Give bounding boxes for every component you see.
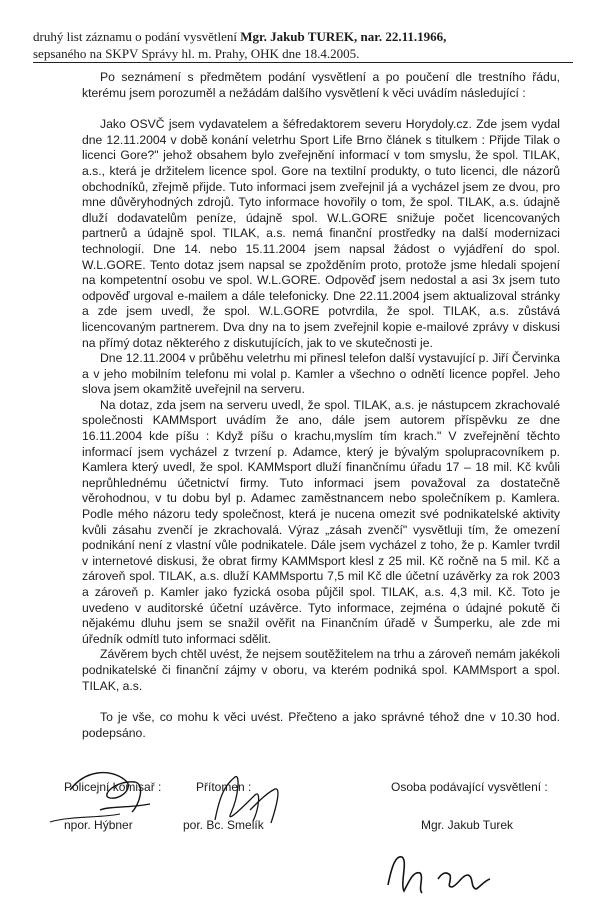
header-person: Mgr. Jakub TUREK, nar. 22.11.1966,	[240, 29, 447, 44]
signature-block	[0, 760, 600, 908]
statement-body	[82, 70, 560, 741]
intro-paragraph: Po seznámení s předmětem podání vysvětlení a po poučení dle trestního řádu, kterému jsem porozuměl a nežádám dalšího vysvětlení k věci uvádím následující :	[82, 70, 560, 100]
paragraph-conclusion: Závěrem bych chtěl uvést, že nejsem soutěžitelem na trhu a zároveň nemám jakékoli podnikatelské či finanční zájmy v oboru, va kterém podniká spol. KAMMsport a spol. TILAK, a.s.	[82, 647, 560, 693]
present-signature-scribble	[195, 765, 295, 845]
header-prefix: druhý list záznamu o podání vysvětlení	[33, 29, 241, 44]
paragraph-cervinka: Dne 12.11.2004 v průběhu veletrhu mi přinesl telefon další vystavující p. Jiří Červinka a v jeho mobilním telefonu mi volal p. Kamler a všechno o odnětí licence popřel. Jeho slova jsem okamžitě uveřejnil na serveru.	[82, 351, 560, 397]
police-commissioner-name: npor. Hýbner	[64, 818, 133, 832]
document-header	[33, 28, 573, 63]
closing-paragraph: To je vše, co mohu k věci uvést. Přečteno a jako správné téhož dne v 10.30 hod. podepsáno.	[82, 710, 560, 740]
header-line-1	[33, 28, 573, 45]
police-commissioner-label: Policejní komisař :	[64, 780, 162, 794]
police-signature-scribble	[40, 760, 170, 840]
header-line-2: sepsaného na SKPV Správy hl. m. Prahy, OHK dne 18.4.2005.	[33, 46, 360, 61]
present-label: Přítomen :	[196, 780, 252, 794]
paragraph-horydoly: Jako OSVČ jsem vydavatelem a šéfredaktorem severu Horydoly.cz. Zde jsem vydal dne 12.11.2004 v době konání veletrhu Sport Life Brno článek s titulkem : Přijde Tilak o licenci Gore?" jehož obsahem bylo zveřejnění informací v tom smyslu, že spol. TILAK, a.s., která je držitelem licence spol. Gore na textilní produkty, o tuto licenci, dle názorů obchodníků, zřejmě přijde. Tuto informaci jsem zveřejnil já a vycházel jsem ze dvou, pro mne důvěryhodných zdrojů. Tyto informace hovořily o tom, že spol. TILAK, a.s. údajně dluží dodavatelům peníze, údajně spol. W.L.GORE snižuje počet licencovaných partnerů a údajně spol. TILAK, a.s. nemá finanční prostředky na další modernizaci technologií. Dne 14. nebo 15.11.2004 jsem napsal žádost o vyjádření do spol. W.L.GORE. Tento dotaz jsem napsal se zpožděním proto, protože jsme hledali spojení na kompetentní osobu ve spol. W.L.GORE. Odpověď jsem nedostal a asi 3x jsem tuto odpověď urgoval e-mailem a dále telefonicky. Dne 22.11.2004 jsem aktualizoval stránky a zde jsem uvedl, že spol. W.L.GORE potvrdila, že spol. TILAK, a.s. zůstává licencovaným partnerem. Dva dny na to jsem zveřejnil kopie e-mailové zprávy v diskusi na přímý dotaz některého z diskutujících, jak to ve skutečnosti je.	[82, 117, 560, 350]
paragraph-kammsport: Na dotaz, zda jsem na serveru uvedl, že spol. TILAK, a.s. je nástupcem zkrachovalé společnosti KAMMsport uvádím že ano, dále jsem autorem příspěvku ze dne 16.11.2004 kde píšu : Když píšu o krachu,myslím tím krach." V zveřejnění těchto informací jsem vycházel z tvrzení p. Adamce, který je bývalým spolupracovníkem p. Kamlera který uvedl, že spol. KAMMsport dluží finančnímu úřadu 17 – 18 mil. Kč kvůli neprůhlednému účetnictví firmy. Tuto informaci jsem považoval za dostatečně věrohodnou, v tu dobu byl p. Adamec zaměstnancem nebo společníkem p. Kamlera. Podle mého názoru tedy společnost, která je nucena omezit své podnikatelské aktivity kvůli zásahu zvenčí je zkrachovalá. Výraz „zásah zvenčí" vysvětluji tím, že omezení podnikání není z vlastní vůle podnikatele. Dále jsem vycházel z toho, že p. Kamler tvrdil v internetové diskusi, že obrat firmy KAMMsport klesl z 25 mil. Kč ročně na 5 mil. Kč a zároveň spol. TILAK, a.s. dluží KAMMsportu 7,5 mil Kč dle účetní uzávěrky za rok 2003 a zároveň p. Kamler jako fyzická osoba půjčil spol. TILAK, a.s. 4,3 mil. Kč. Toto je uvedeno v auditorské účetní uzávěrce. Tyto informace, zejména o údajné pokutě či nějakému dluhu jsem se snažil ověřit na Finančním úřadě v Šumperku, ale zde mi úředník odmítl tuto informaci sdělit.	[82, 397, 560, 646]
deponent-label: Osoba podávající vysvětlení :	[391, 780, 548, 794]
present-person-name: por. Bc. Smelík	[183, 818, 264, 832]
deponent-signature-scribble	[380, 845, 500, 905]
deponent-name: Mgr. Jakub Turek	[421, 818, 514, 832]
